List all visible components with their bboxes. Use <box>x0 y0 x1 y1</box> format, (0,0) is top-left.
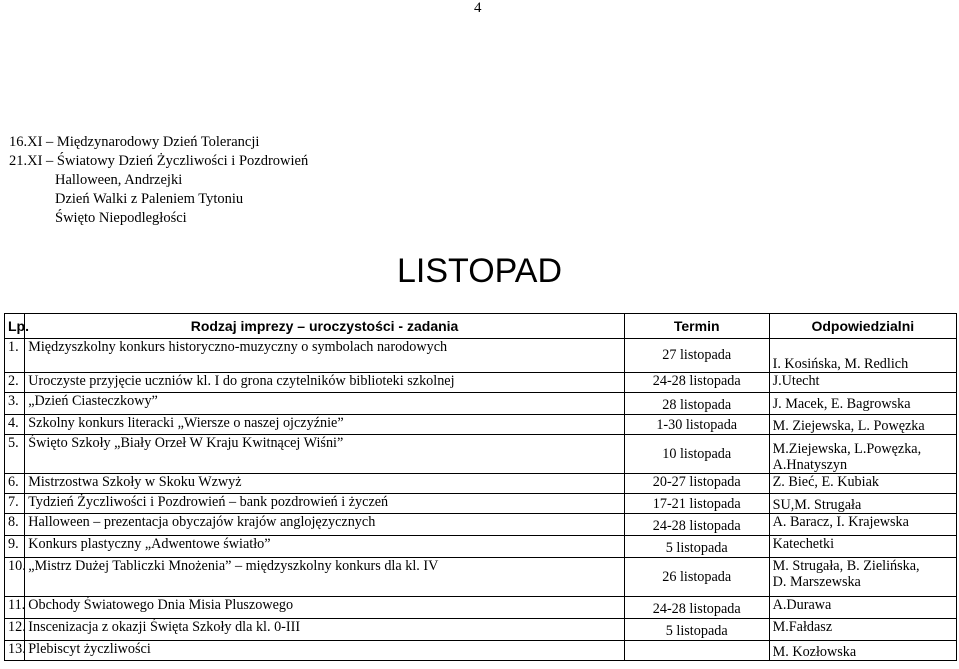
row-event: Konkurs plastyczny „Adwentowe światło” <box>25 536 625 558</box>
responsible-name: J. Macek, E. Bagrowska <box>772 395 911 412</box>
responsible-name: Z. Bieć, E. Kubiak <box>772 474 879 490</box>
page-number: 4 <box>474 0 482 16</box>
row-responsible <box>769 393 956 415</box>
row-term: 24-28 listopada <box>624 373 769 393</box>
table-row <box>5 641 957 661</box>
row-number: 3. <box>5 393 25 415</box>
header-event: Rodzaj imprezy – uroczystości - zadania <box>25 314 625 339</box>
row-event: Inscenizacja z okazji Święta Szkoły dla kl. 0-III <box>25 619 625 641</box>
events-table <box>4 313 957 661</box>
row-term <box>624 641 769 661</box>
responsible-name: A.Durawa <box>772 597 832 613</box>
row-term: 5 listopada <box>624 619 769 641</box>
responsible-name: A.Hnatyszyn <box>772 457 848 473</box>
note-line: 16.XI – Międzynarodowy Dzień Tolerancji <box>9 134 260 150</box>
note-line: Halloween, Andrzejki <box>55 172 183 188</box>
row-number: 7. <box>5 494 25 514</box>
header-lp: Lp. <box>5 314 25 339</box>
header-term: Termin <box>624 314 769 339</box>
note-line: Święto Niepodległości <box>55 210 187 226</box>
table-row <box>5 619 957 641</box>
row-responsible <box>769 619 956 641</box>
month-heading: LISTOPAD <box>397 252 563 290</box>
row-responsible <box>769 373 956 393</box>
row-event: Międzyszkolny konkurs historyczno-muzyczny o symbolach narodowych <box>25 339 625 373</box>
table-row <box>5 494 957 514</box>
row-responsible <box>769 514 956 536</box>
row-term: 17-21 listopada <box>624 494 769 514</box>
table-row <box>5 536 957 558</box>
row-event: Halloween – prezentacja obyczajów krajów anglojęzycznych <box>25 514 625 536</box>
table-row <box>5 597 957 619</box>
responsible-name: M.Fałdasz <box>772 619 833 635</box>
row-number: 11. <box>5 597 25 619</box>
row-responsible <box>769 641 956 661</box>
row-number: 6. <box>5 474 25 494</box>
row-term: 24-28 listopada <box>624 514 769 536</box>
row-responsible <box>769 536 956 558</box>
responsible-name: M. Ziejewska, L. Powęzka <box>772 418 925 434</box>
row-event: Szkolny konkurs literacki „Wiersze o naszej ojczyźnie” <box>25 415 625 435</box>
row-event: Mistrzostwa Szkoły w Skoku Wzwyż <box>25 474 625 494</box>
table-row <box>5 474 957 494</box>
table-header-row <box>5 314 957 339</box>
row-number: 5. <box>5 435 25 474</box>
row-term: 27 listopada <box>624 339 769 373</box>
responsible-name: D. Marszewska <box>772 574 861 590</box>
row-number: 10. <box>5 558 25 597</box>
note-line: 21.XI – Światowy Dzień Życzliwości i Pozdrowień <box>9 153 309 169</box>
row-number: 13. <box>5 641 25 661</box>
row-term: 20-27 listopada <box>624 474 769 494</box>
row-term: 28 listopada <box>624 393 769 415</box>
row-event: Obchody Światowego Dnia Misia Pluszowego <box>25 597 625 619</box>
row-responsible <box>769 474 956 494</box>
responsible-name: M.Ziejewska, L.Powęzka, <box>772 441 922 457</box>
note-line: Dzień Walki z Paleniem Tytoniu <box>55 191 244 207</box>
row-responsible <box>769 435 956 474</box>
row-responsible <box>769 415 956 435</box>
responsible-name: J.Utecht <box>772 373 820 389</box>
row-event: Plebiscyt życzliwości <box>25 641 625 661</box>
row-number: 9. <box>5 536 25 558</box>
row-event: „Mistrz Dużej Tabliczki Mnożenia” – międzyszkolny konkurs dla kl. IV <box>25 558 625 597</box>
row-event: Uroczyste przyjęcie uczniów kl. I do grona czytelników biblioteki szkolnej <box>25 373 625 393</box>
row-number: 12. <box>5 619 25 641</box>
row-term: 1-30 listopada <box>624 415 769 435</box>
row-responsible <box>769 558 956 597</box>
header-responsible: Odpowiedzialni <box>769 314 956 339</box>
responsible-name: A. Baracz, I. Krajewska <box>772 514 909 530</box>
row-term: 24-28 listopada <box>624 597 769 619</box>
responsible-name: M. Strugała, B. Zielińska, <box>772 558 920 574</box>
row-number: 2. <box>5 373 25 393</box>
table-row <box>5 514 957 536</box>
row-event: Tydzień Życzliwości i Pozdrowień – bank pozdrowień i życzeń <box>25 494 625 514</box>
notes-list <box>9 133 308 228</box>
row-term: 10 listopada <box>624 435 769 474</box>
row-number: 4. <box>5 415 25 435</box>
row-term: 5 listopada <box>624 536 769 558</box>
row-event: Święto Szkoły „Biały Orzeł W Kraju Kwitnącej Wiśni” <box>25 435 625 474</box>
table-row <box>5 373 957 393</box>
responsible-name: I. Kosińska, M. Redlich <box>772 356 909 372</box>
table-row <box>5 339 957 373</box>
row-number: 1. <box>5 339 25 373</box>
row-responsible <box>769 339 956 373</box>
row-event: „Dzień Ciasteczkowy” <box>25 393 625 415</box>
table-row <box>5 393 957 415</box>
table-row <box>5 558 957 597</box>
row-responsible <box>769 494 956 514</box>
responsible-name: M. Kozłowska <box>772 644 857 660</box>
table-row <box>5 435 957 474</box>
responsible-name: SU,M. Strugała <box>772 497 862 513</box>
table-row <box>5 415 957 435</box>
row-term: 26 listopada <box>624 558 769 597</box>
responsible-name: Katechetki <box>772 536 835 552</box>
row-number: 8. <box>5 514 25 536</box>
row-responsible <box>769 597 956 619</box>
